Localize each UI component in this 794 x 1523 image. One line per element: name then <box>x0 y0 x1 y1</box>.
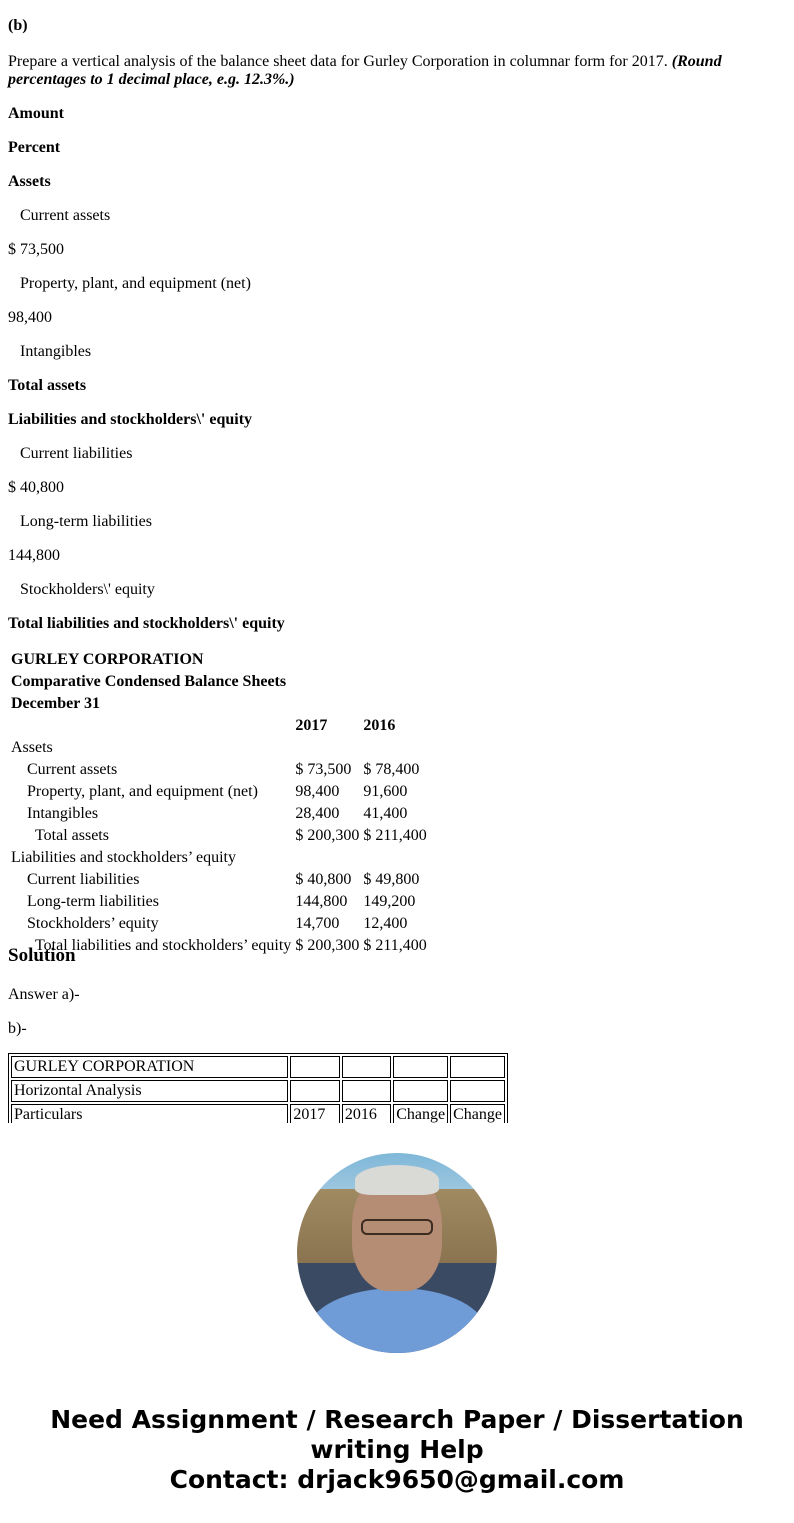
bs-col-2016: 2016 <box>363 717 396 734</box>
row-label: Intangibles <box>27 805 99 822</box>
balance-sheet-table <box>8 648 430 958</box>
solution-heading: Solution <box>8 945 76 966</box>
liab-equity-header: Liabilities and stockholders\' equity <box>8 411 253 428</box>
bs-title: GURLEY CORPORATION <box>11 651 204 668</box>
instruction-text: Prepare a vertical analysis of the balance sheet data for Gurley Corporation in columnar form for 2017. <box>8 53 672 70</box>
value-2017: 14,700 <box>295 915 340 932</box>
value-2017: 144,800 <box>295 893 348 910</box>
section-label: (b) <box>8 17 28 34</box>
value-2017: 98,400 <box>295 783 340 800</box>
value-2016: 12,400 <box>363 915 408 932</box>
row-label: Current assets <box>27 761 118 778</box>
instruction <box>8 53 748 89</box>
current-assets-label: Current assets <box>20 207 111 224</box>
table-row <box>10 782 428 802</box>
table-row <box>10 914 428 934</box>
promo-banner <box>0 1405 794 1495</box>
longterm-liab-label: Long-term liabilities <box>20 513 152 530</box>
avatar-glasses <box>361 1219 433 1235</box>
value-2017: $ 73,500 <box>295 761 352 778</box>
promo-line-2: writing Help <box>310 1435 484 1464</box>
row-label: Long-term liabilities <box>27 893 159 910</box>
avatar-hair <box>355 1165 439 1195</box>
value-2016: $ 49,800 <box>363 871 420 888</box>
assets-header: Assets <box>8 173 51 190</box>
ha-analysis-title: Horizontal Analysis <box>11 1080 288 1102</box>
current-liab-amount: $ 40,800 <box>8 479 64 496</box>
ha-empty-cell <box>290 1080 339 1102</box>
longterm-liab-amount: 144,800 <box>8 547 60 564</box>
value-2016: $ 211,400 <box>363 937 427 954</box>
ha-col-change-percent: Change <box>450 1104 505 1123</box>
instruction-emphasis: (Round percentages to 1 decimal place, e.g. 12.3%.) <box>8 53 722 88</box>
table-row <box>10 760 428 780</box>
value-2017: $ 200,300 <box>295 827 360 844</box>
row-label: Current liabilities <box>27 871 140 888</box>
ha-particulars: Particulars <box>11 1104 288 1123</box>
row-label: Total liabilities and stockholders’ equity <box>35 937 292 954</box>
amount-header: Amount <box>8 105 65 122</box>
value-2017: $ 200,300 <box>295 937 360 954</box>
bs-blank-header <box>10 716 292 736</box>
ha-col-2017: 2017 <box>290 1104 339 1123</box>
avatar-shirt <box>307 1288 487 1353</box>
promo-contact: Contact: drjack9650@gmail.com <box>169 1465 625 1494</box>
promo-line-1: Need Assignment / Research Paper / Dissertation <box>50 1405 744 1434</box>
value-2016: $ 78,400 <box>363 761 420 778</box>
author-avatar <box>297 1153 497 1353</box>
horizontal-analysis-table-container <box>8 1053 508 1123</box>
bs-date: December 31 <box>11 695 100 712</box>
ha-empty-cell <box>290 1056 339 1078</box>
total-assets-label: Total assets <box>8 377 87 394</box>
answer-a-label: Answer a)- <box>8 986 80 1003</box>
row-label: Total assets <box>35 827 109 844</box>
ha-col-change: Change <box>393 1104 448 1123</box>
ppe-amount: 98,400 <box>8 309 52 326</box>
value-2017: 28,400 <box>295 805 340 822</box>
ha-empty-cell <box>450 1056 505 1078</box>
current-liab-label: Current liabilities <box>20 445 133 462</box>
bs-assets-label: Assets <box>11 739 53 756</box>
table-row <box>10 826 428 846</box>
ha-empty-cell <box>393 1080 448 1102</box>
ha-empty-cell <box>342 1056 391 1078</box>
row-label: Stockholders’ equity <box>27 915 159 932</box>
ha-col-2016: 2016 <box>342 1104 391 1123</box>
table-row <box>10 892 428 912</box>
ha-empty-cell <box>393 1056 448 1078</box>
total-liab-label: Total liabilities and stockholders\' equity <box>8 615 285 632</box>
percent-header: Percent <box>8 139 61 156</box>
row-label: Property, plant, and equipment (net) <box>27 783 258 800</box>
value-2016: 149,200 <box>363 893 416 910</box>
answer-b-label: b)- <box>8 1020 27 1037</box>
current-assets-amount: $ 73,500 <box>8 241 64 258</box>
table-row <box>10 804 428 824</box>
horizontal-analysis-table <box>8 1053 508 1123</box>
value-2017: $ 40,800 <box>295 871 352 888</box>
ha-company: GURLEY CORPORATION <box>11 1056 288 1078</box>
ha-empty-cell <box>450 1080 505 1102</box>
equity-label: Stockholders\' equity <box>20 581 155 598</box>
value-2016: 41,400 <box>363 805 408 822</box>
value-2016: 91,600 <box>363 783 408 800</box>
bs-subtitle: Comparative Condensed Balance Sheets <box>11 673 287 690</box>
value-2016: $ 211,400 <box>363 827 427 844</box>
table-row <box>10 870 428 890</box>
ppe-label: Property, plant, and equipment (net) <box>20 275 251 292</box>
intangibles-label: Intangibles <box>20 343 92 360</box>
bs-col-2017: 2017 <box>295 717 328 734</box>
ha-empty-cell <box>342 1080 391 1102</box>
bs-liab-label: Liabilities and stockholders’ equity <box>11 849 236 866</box>
